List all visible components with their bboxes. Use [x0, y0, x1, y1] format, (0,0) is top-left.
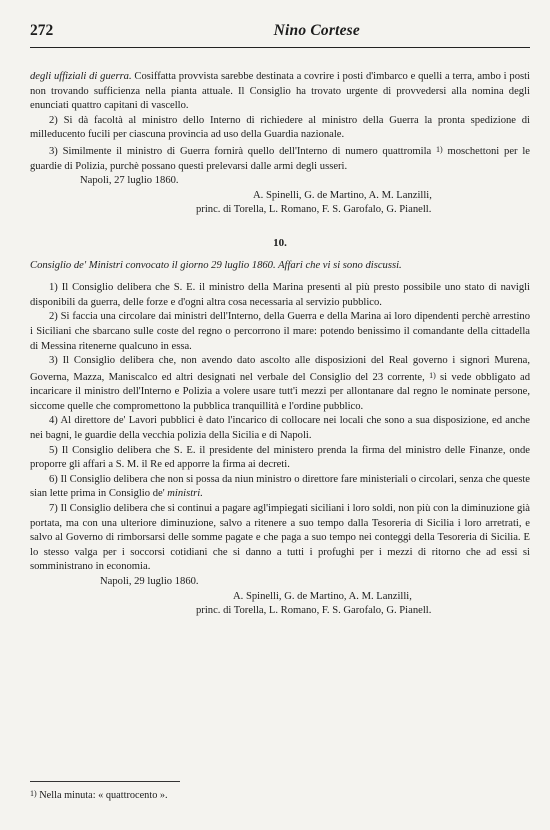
item-3b-text-after: si vede obbligato ad incaricare il ministro dell'Interno e Polizia a volere usare tutt'i mezzi per allontanare dal regno le nominate persone, siccome quelle che compromettono la pubblica tranquillità e l'ordine pubblico.	[30, 371, 530, 412]
footnote-rule	[30, 781, 180, 782]
signature-line-2	[196, 604, 530, 619]
intro-rest: Cosiffatta provvista sarebbe destinata a covrire i posti d'imbarco e quelli a terra, ambo i posti non trovando sufficienza nella pianta attuale. Il Consiglio ha trovato urgente di provvedersi alla nomina degli enunciati quattro capitani di vascello.	[30, 71, 530, 112]
signature-block-2	[30, 575, 530, 619]
item-6-text: 6) Il Consiglio delibera che non si possa da niun ministro o direttore fare ministeriali o circolari, senza che queste sian lette prima in Consiglio de'	[30, 473, 530, 500]
paragraph-item-2: 2) Si dà facoltà al ministro dello Interno di richiedere al ministro della Guerra la pronta spedizione di milleducento fucili per ciascuna provincia ad uso della Guardia nazionale.	[30, 114, 530, 141]
footnote-marker: 1)	[30, 789, 37, 798]
signature-line-2-text: princ. di Torella, L. Romano, F. S. Garofalo, G. Pianell.	[196, 605, 432, 617]
item-3-text: 3) Similmente il ministro di Guerra fornirà quello dell'Interno di numero quattromila	[49, 145, 432, 157]
item-6-italic: ministri.	[164, 488, 203, 500]
place-date: Napoli, 29 luglio 1860.	[100, 576, 199, 587]
section-number: 10.	[273, 236, 287, 249]
paragraph-item-3	[30, 143, 530, 174]
paragraph-item-3b	[30, 354, 530, 414]
item-3-text-after: moschettoni per le guardie di Polizia, purchè possano questi prelevarsi dalle armi degli usseri.	[30, 145, 530, 172]
intro-italic: degli uffiziali di guerra.	[30, 71, 132, 82]
footnote	[30, 789, 168, 801]
document-body	[30, 70, 530, 619]
paragraph-item-1: 1) Il Consiglio delibera che S. E. il ministro della Marina presenti al più presto possibile uno stato di navigli disponibili da guerra, delle forze e d'ogni altra cosa necessaria al servizio pubblico.	[30, 282, 530, 308]
paragraph-item-2b: 2) Si faccia una circolare dai ministri dell'Interno, della Guerra e della Marina ai loro dipendenti perchè arrestino i Siciliani che sbarcano sulle coste del regno o percorrono il mare: potendo benissimo il comandante della cittadella di Messina ritenerne qualcuno in essa.	[30, 311, 530, 352]
header-rule	[30, 47, 530, 48]
paragraph-item-4: 4) Al direttore de' Lavori pubblici è dato l'incarico di collocare nei locali che sono a sua disposizione, ed anche nei bagni, le guardie della vecchia polizia della Sicilia e di Napoli.	[30, 415, 530, 442]
paragraph-item-5: 5) Il Consiglio delibera che S. E. il presidente del ministero prenda la firma del ministro delle Finanze, onde proporre gli affari a S. M. il Re ed apporre la firma ai decreti.	[30, 444, 530, 471]
footnote-text: Nella minuta: « quattrocento ».	[36, 790, 168, 801]
paragraph-item-6	[30, 473, 530, 502]
footnote-ref: 1)	[436, 144, 443, 154]
paragraph-item-7: 7) Il Consiglio delibera che si continui a pagare agl'impiegati siciliani i loro soldi, non più con la diminuzione già portata, ma con una ulteriore diminuzione, salvo a ritenere a suo tempo dalla Tesoreria di Sicilia i loro arretrati, e salvo al Governo di rimborsarsi delle somme pagate e che paga a suo tempo nei conteggi della Tesoreria di Sicilia. E lo stesso valga per i soccorsi cotidiani che si danno a tutti i profughi per i mezzi di ritorno che ad essi si somministrano in economia.	[30, 503, 530, 573]
signature-block-1	[30, 174, 530, 218]
page	[30, 22, 530, 619]
place-date: Napoli, 27 luglio 1860.	[80, 175, 179, 187]
item-3b-text: 3) Il Consiglio delibera che, non avendo dato ascolto alle disposizioni del Real governo i signori Murena, Governa, Mazza, Maniscalco ed altri designati nel verbale del Consiglio del 23 corrente,	[30, 355, 530, 383]
signature-line-1: A. Spinelli, G. de Martino, A. M. Lanzilli,	[233, 590, 412, 602]
section-title: Consiglio de' Ministri convocato il giorno 29 luglio 1860. Affari che vi si sono discussi.	[30, 259, 402, 271]
signature-line-2: princ. di Torella, L. Romano, F. S. Garofalo, G. Pianell.	[196, 204, 432, 216]
running-head: Nino Cortese	[273, 22, 360, 39]
footnote-ref: 1)	[429, 370, 436, 380]
page-number: 272	[30, 22, 54, 39]
signature-line-1: A. Spinelli, G. de Martino, A. M. Lanzilli,	[253, 189, 432, 201]
page-header	[30, 22, 530, 44]
continued-paragraph	[30, 70, 530, 114]
